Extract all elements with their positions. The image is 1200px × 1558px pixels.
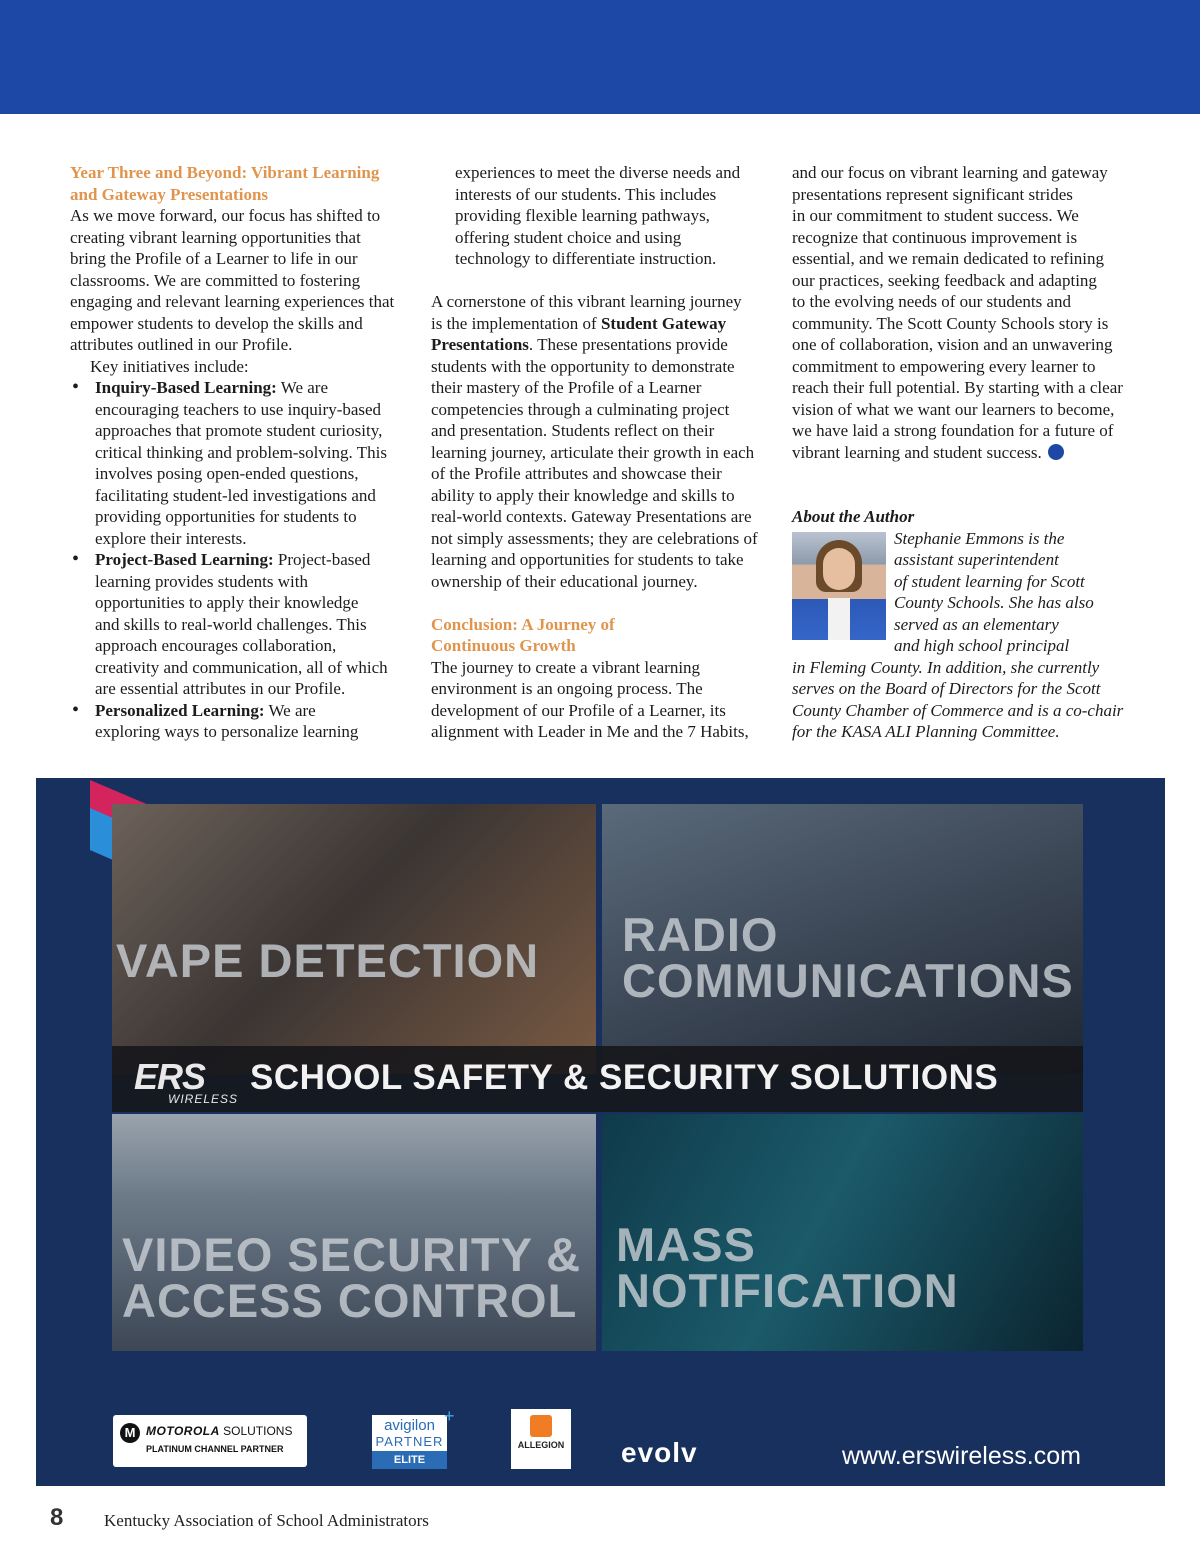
tile-label: MASS NOTIFICATION xyxy=(616,1218,959,1317)
plus-icon: + xyxy=(444,1406,455,1426)
ers-logo-sub: WIRELESS xyxy=(168,1092,239,1106)
radio-communications-tile xyxy=(602,804,1083,1074)
header-band xyxy=(0,0,1200,114)
ers-logo: ERS xyxy=(134,1056,206,1097)
author-photo xyxy=(792,532,886,640)
section-heading-conclusion: Conclusion: A Journey of Continuous Growth xyxy=(431,614,615,655)
list-item: • Personalized Learning: We are exploring ways to personalize learning xyxy=(70,700,412,743)
vape-detection-tile xyxy=(112,804,596,1074)
allegion-icon xyxy=(530,1415,552,1437)
list-item: • Inquiry-Based Learning: We are encouraging teachers to use inquiry-based approaches that promote student curiosity, critical thinking and problem-solving. This involves posing open-ended questions, facilitating student-led investigations and providing opportunities for students to explore their interests. xyxy=(70,377,412,549)
author-bio: Stephanie Emmons is the assistant superintendent of student learning for Scott County Schools. She has also served as an elementary and high school principal in Fleming County. In addition, she currently serves on the Board of Directors for the Scott County Chamber of Commerce and is a co-chair for the KASA ALI Planning Committee. xyxy=(792,528,1124,741)
conclusion-paragraph: The journey to create a vibrant learning environment is an ongoing process. The development of our Profile of a Learner, its alignment with Leader in Me and the 7 Habits, xyxy=(431,657,749,741)
section-heading-year-three: Year Three and Beyond: Vibrant Learning and Gateway Presentations xyxy=(70,163,380,204)
motorola-partner-logo: M MOTOROLA SOLUTIONS PLATINUM CHANNEL PARTNER xyxy=(113,1415,307,1467)
ad-banner xyxy=(112,1046,1083,1112)
tile-label: VIDEO SECURITY & ACCESS CONTROL xyxy=(122,1228,582,1327)
avigilon-partner-logo: avigilon PARTNER ELITE xyxy=(372,1415,447,1469)
publication-name: Kentucky Association of School Administrators xyxy=(104,1511,429,1530)
ers-wireless-advertisement[interactable] xyxy=(36,778,1165,1486)
motorola-icon: M xyxy=(120,1423,140,1443)
conclusion-continued: and our focus on vibrant learning and gateway presentations represent significant strides in our commitment to student success. We recognize that continuous improvement is essential, and we remain dedicated to refining our practices, seeking feedback and adapting to the evolving needs of our students and community. The Scott County Schools story is one of collaboration, vision and an unwavering commitment to empowering every learner to reach their full potential. By starting with a clear vision of what we want our learners to become, we have laid a strong foundation for a future of vibrant learning and student success. xyxy=(792,163,1123,462)
tile-label: RADIO COMMUNICATIONS xyxy=(622,908,1074,1007)
key-initiatives-label: Key initiatives include: xyxy=(90,356,249,376)
tile-label: VAPE DETECTION xyxy=(116,934,540,987)
article-column-3 xyxy=(792,162,1134,743)
intro-paragraph: As we move forward, our focus has shifted to creating vibrant learning opportunities that bring the Profile of a Learner to life in our classrooms. We are committed to fostering engaging and relevant learning experiences that empower students to develop the skills and attributes outlined in our Profile. xyxy=(70,206,395,354)
about-author-heading: About the Author xyxy=(792,507,915,526)
article-column-2 xyxy=(431,162,773,743)
initiatives-list xyxy=(70,377,412,743)
mass-notification-tile xyxy=(602,1114,1083,1351)
allegion-logo: ALLEGION xyxy=(511,1409,571,1469)
article-column-1 xyxy=(70,162,412,743)
page-number: 8 xyxy=(50,1504,64,1531)
continued-paragraph: experiences to meet the diverse needs and interests of our students. This includes providing flexible learning pathways, offering student choice and using technology to differentiate instruction. xyxy=(455,163,741,268)
evolv-logo: evolv xyxy=(621,1437,698,1468)
list-item: • Project-Based Learning: Project-based learning provides students with opportunities to apply their knowledge and skills to real-world challenges. This approach encourages collaboration, creativity and communication, all of which are essential attributes in our Profile. xyxy=(70,549,412,700)
gateway-paragraph: A cornerstone of this vibrant learning journey is the implementation of Student Gateway Presentations. These presentations provide students with the opportunity to demonstrate their mastery of the Profile of a Learner competencies through a culminating project and presentation. Students reflect on their learning journey, articulate their growth in each of the Profile attributes and showcase their ability to apply their knowledge and skills to real-world contexts. Gateway Presentations are not simply assessments; they are celebrations of learning and opportunities for students to take ownership of their educational journey. xyxy=(431,292,758,591)
end-mark-icon xyxy=(1048,444,1064,460)
ad-website-link[interactable]: www.erswireless.com xyxy=(842,1442,1081,1470)
video-security-tile xyxy=(112,1114,596,1351)
ad-headline: SCHOOL SAFETY & SECURITY SOLUTIONS xyxy=(250,1058,999,1097)
